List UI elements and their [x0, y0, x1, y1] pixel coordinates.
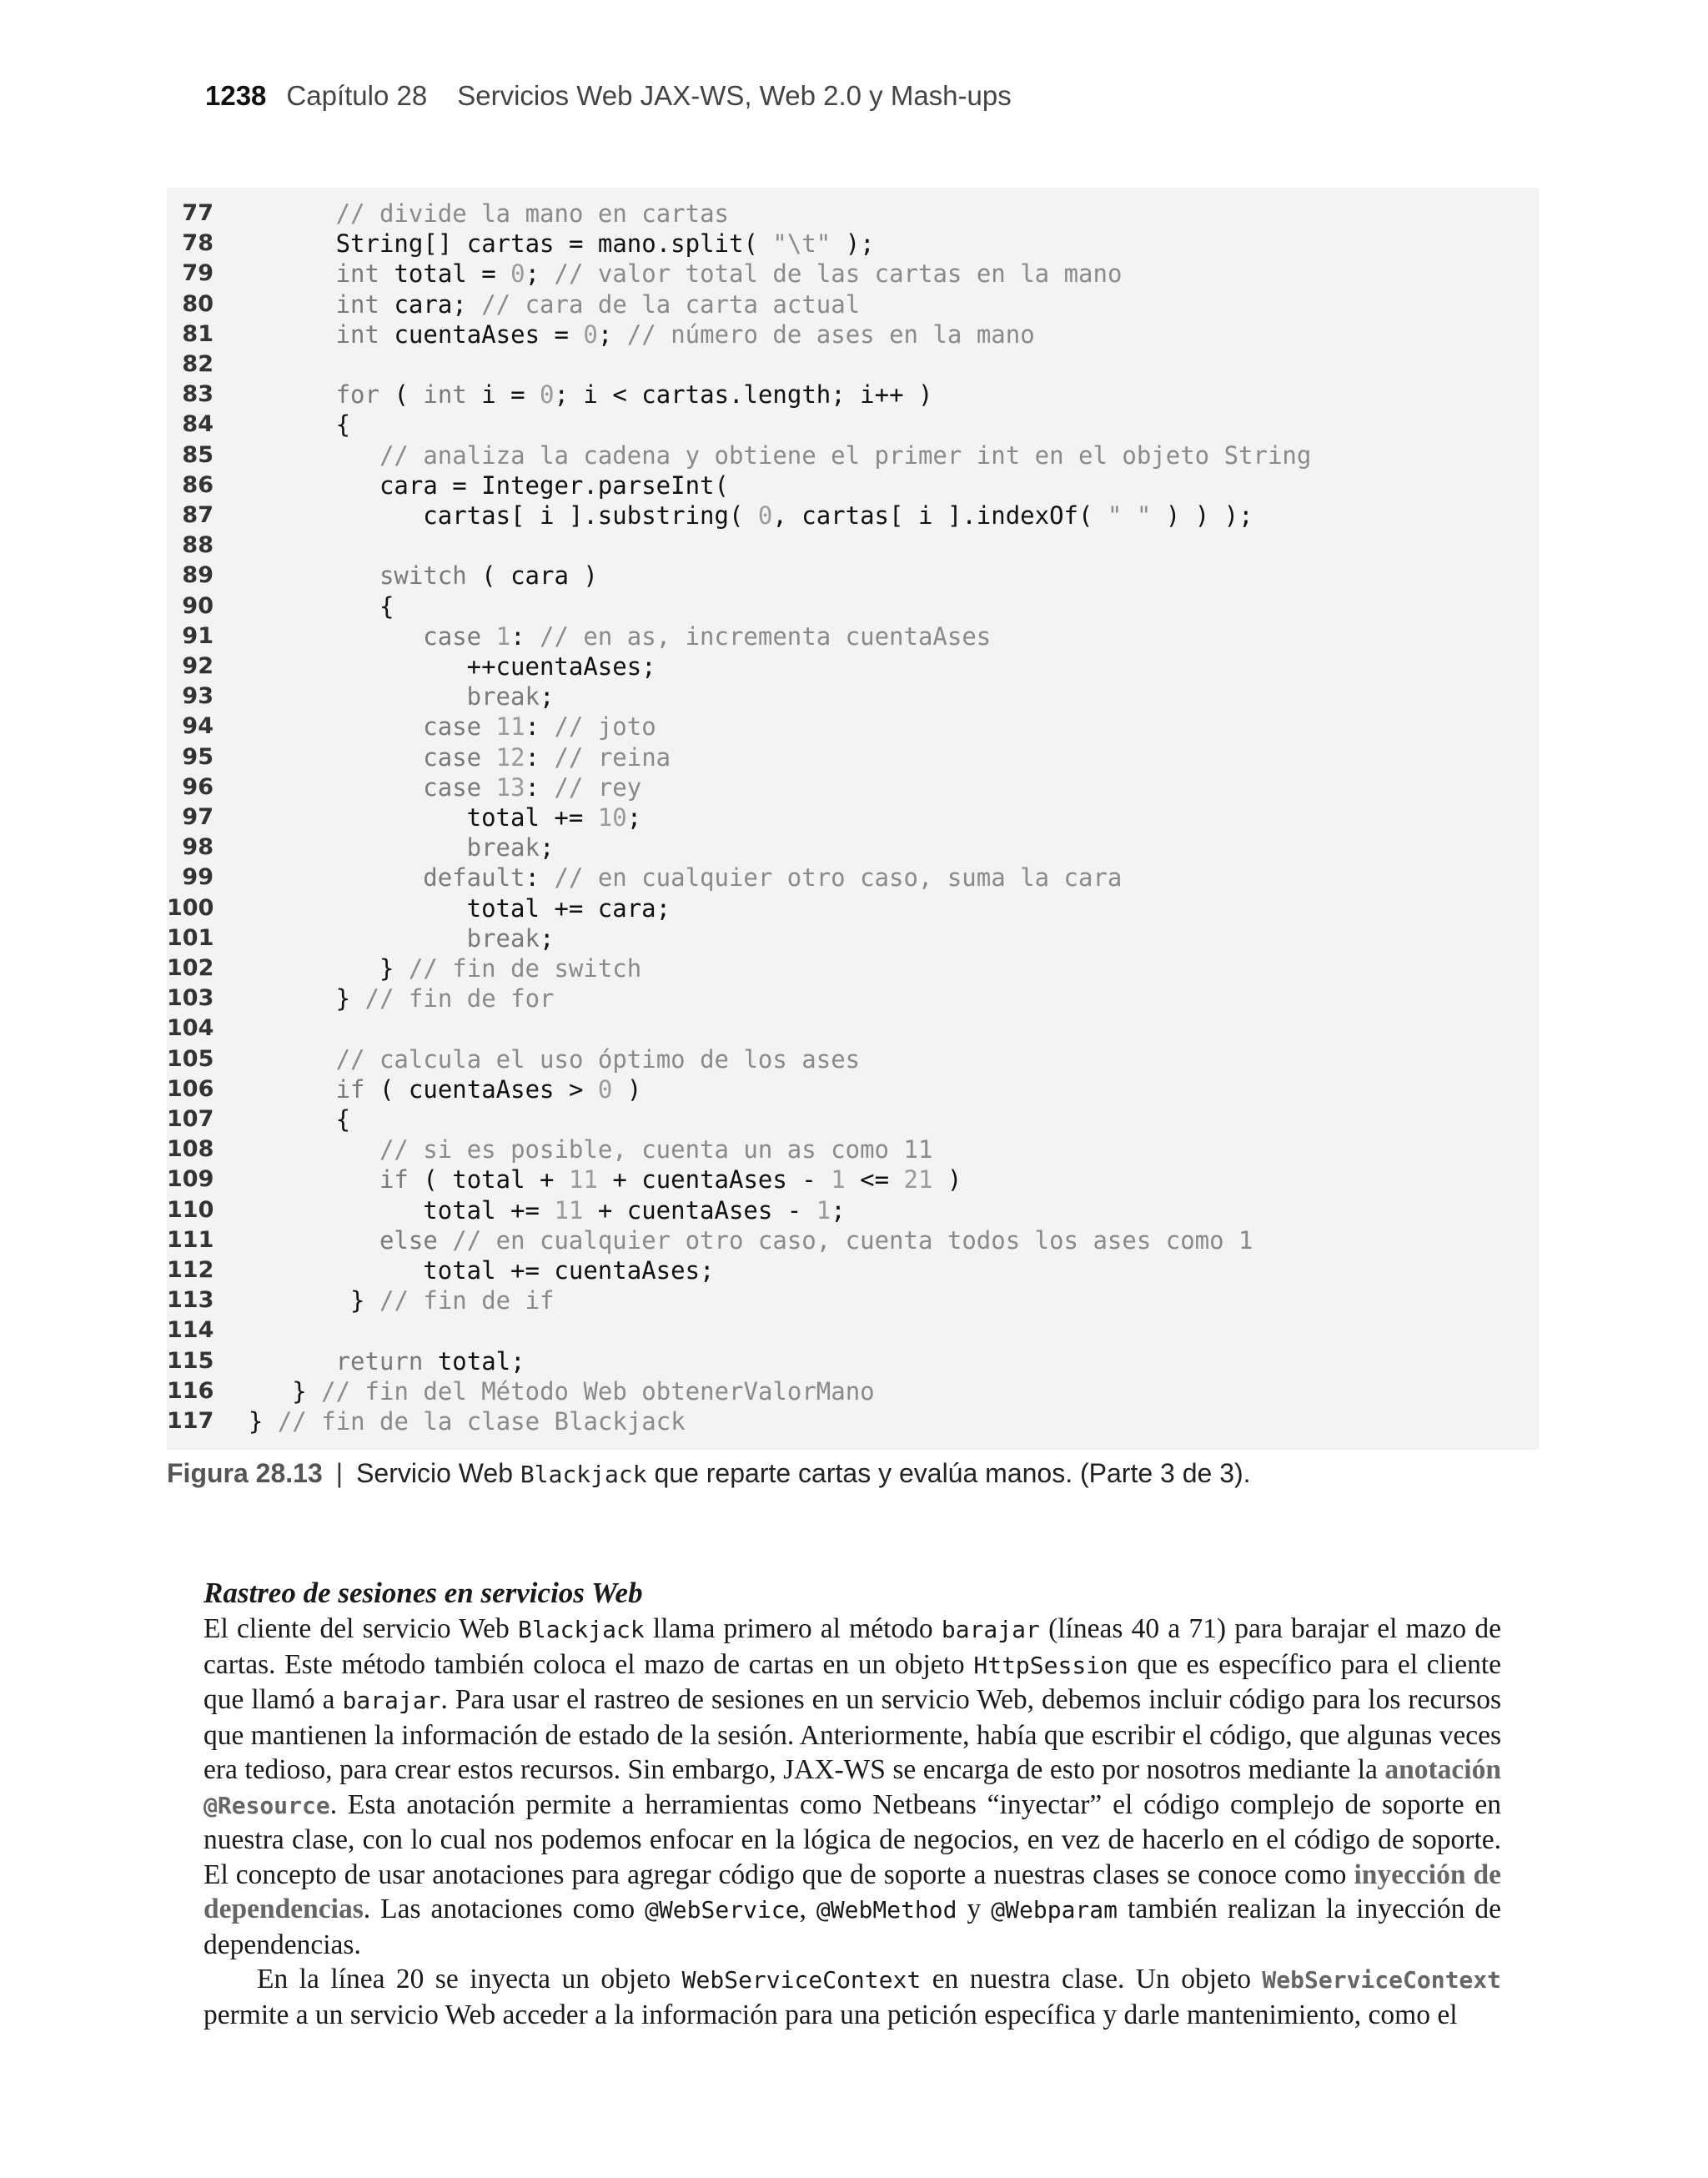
code-line: [167, 863, 1539, 893]
text: y: [957, 1894, 992, 1924]
code-text: [336, 289, 861, 319]
code-token: total +=: [466, 803, 598, 832]
code-line: [167, 621, 1539, 651]
code-token: // en cualquier otro caso, suma la cara: [554, 863, 1123, 893]
code-text: [423, 1195, 845, 1225]
code-listing: [167, 188, 1539, 1450]
code-line: [167, 682, 1539, 712]
line-number: 102: [167, 955, 214, 981]
code-token: );: [831, 229, 875, 259]
code-text: [336, 380, 933, 410]
code-token: cuentaAses =: [394, 319, 584, 349]
code-token: break: [466, 682, 540, 712]
code-line: [167, 1315, 1539, 1346]
code-line: [167, 1406, 1539, 1436]
code-text: [379, 561, 598, 591]
code-token: cartas[ i ].substring(: [423, 501, 758, 530]
code-token: case: [423, 772, 496, 802]
code-line: [167, 1014, 1539, 1044]
text: En la línea 20 se inyecta un objeto: [257, 1964, 682, 1994]
code-token: else: [379, 1225, 453, 1255]
code-line: [167, 531, 1539, 561]
code-line: [167, 1346, 1539, 1376]
line-number: 79: [182, 260, 214, 287]
key-term-code: @Resource: [203, 1791, 330, 1819]
line-number: 106: [167, 1075, 214, 1102]
code-token: }: [379, 954, 409, 983]
caption-text-end: que reparte cartas y evalúa manos. (Parte 3 de 3).: [646, 1458, 1251, 1488]
code-text: [379, 440, 1311, 470]
code-line: [167, 470, 1539, 500]
code-token: {: [379, 591, 394, 621]
code-token: cara = Integer.parseInt(: [379, 470, 729, 500]
code-token: {: [335, 410, 351, 440]
code-token: case: [423, 621, 496, 651]
text: . Esta anotación permite a herramientas como Netbeans “inyectar” el código complejo de soporte en nuestra clase, con lo cual nos podemos enfocar en la lógica de negocios, en vez de hacerlo en el código de soporte. El concepto de usar anotaciones para agregar código que de soporte a nuestras clases se conoce como: [203, 1788, 1501, 1890]
code-line: [167, 1134, 1539, 1164]
code-token: 0: [510, 259, 525, 289]
line-number: 104: [167, 1015, 214, 1042]
code-token: }: [292, 1376, 322, 1406]
code-text: [379, 1134, 932, 1164]
code-token: 1: [831, 1165, 846, 1195]
paragraph-2: [203, 1962, 1501, 2032]
page-number: 1238: [205, 80, 267, 111]
code-token: ;: [831, 1195, 846, 1225]
code-token: // fin del Método Web obtenerValorMano: [321, 1376, 875, 1406]
code-line: [167, 199, 1539, 229]
code-token: i =: [481, 380, 540, 410]
code-text: [467, 682, 555, 712]
code-line: [167, 1225, 1539, 1255]
line-number: 90: [182, 592, 214, 619]
code-token: ): [612, 1074, 642, 1104]
line-number: 96: [182, 773, 214, 800]
line-number: 93: [182, 683, 214, 710]
code-token: // cara de la carta actual: [481, 289, 861, 319]
text: (líneas 40 a 71) para barajar el mazo de cartas. Este método también coloca el mazo de cartas en un objeto: [203, 1613, 1501, 1680]
code-token: // reina: [554, 742, 671, 772]
code-token: int: [335, 319, 394, 349]
code-token: case: [423, 742, 496, 772]
code-line: [167, 772, 1539, 802]
line-number: 99: [182, 864, 214, 891]
code-token: ;: [539, 682, 555, 712]
code-term: @WebService: [645, 1896, 800, 1924]
line-number: 94: [182, 713, 214, 740]
code-token: // fin de if: [379, 1286, 555, 1315]
caption-separator: |: [335, 1458, 344, 1488]
code-term: HttpSession: [973, 1651, 1128, 1679]
code-line: [167, 953, 1539, 983]
code-token: ( cuentaAses >: [379, 1074, 598, 1104]
code-text: [467, 893, 671, 923]
code-line: [167, 1164, 1539, 1195]
line-number: 89: [182, 562, 214, 589]
code-text: [423, 1255, 714, 1285]
code-token: ;: [525, 259, 555, 289]
line-number: 114: [167, 1317, 214, 1344]
code-token: <=: [845, 1165, 904, 1195]
code-term: @WebMethod: [816, 1896, 957, 1924]
code-line: [167, 380, 1539, 410]
code-token: break: [466, 833, 540, 863]
code-token: ;: [626, 803, 642, 832]
code-text: [379, 1164, 962, 1195]
line-number: 81: [182, 320, 214, 347]
line-number: 111: [167, 1226, 214, 1253]
code-line: [167, 591, 1539, 621]
key-term: anotación: [1384, 1754, 1501, 1785]
code-token: String[] cartas = mano.split(: [335, 229, 773, 259]
code-term: @Webparam: [991, 1896, 1118, 1924]
line-number: 84: [182, 411, 214, 438]
code-token: default: [423, 863, 525, 893]
line-number: 85: [182, 441, 214, 468]
code-token: + cuentaAses -: [583, 1195, 816, 1225]
code-token: ) ) );: [1151, 501, 1253, 530]
line-number: 82: [182, 351, 214, 377]
code-token: // analiza la cadena y obtiene el primer int en el objeto String: [379, 440, 1312, 470]
code-token: switch: [379, 561, 482, 591]
code-token: :: [525, 863, 555, 893]
code-text: [423, 863, 1122, 893]
code-token: }: [335, 1286, 379, 1315]
code-term: WebServiceContext: [681, 1966, 922, 1994]
text: . Las anotaciones como: [363, 1894, 646, 1924]
code-text: [423, 500, 1253, 531]
line-number: 87: [182, 502, 214, 528]
line-number: 101: [167, 924, 214, 951]
caption-text: Servicio Web: [356, 1458, 520, 1488]
code-text: [336, 229, 875, 259]
code-token: // calcula el uso óptimo de los ases: [335, 1044, 861, 1074]
code-line: [167, 350, 1539, 380]
code-token: // joto: [554, 712, 656, 742]
code-token: 11: [568, 1165, 598, 1195]
code-line: [167, 712, 1539, 742]
code-text: [249, 1406, 686, 1436]
line-number: 91: [182, 622, 214, 649]
code-token: , cartas[ i ].indexOf(: [772, 501, 1108, 530]
code-token: if: [335, 1074, 379, 1104]
code-text: [292, 1376, 874, 1406]
code-token: total;: [437, 1346, 525, 1376]
code-token: 10: [597, 803, 627, 832]
line-number: 116: [167, 1377, 214, 1404]
code-token: (: [394, 380, 424, 410]
code-line: [167, 319, 1539, 350]
code-token: 11: [554, 1195, 584, 1225]
code-token: total +=: [423, 1195, 555, 1225]
line-number: 95: [182, 743, 214, 770]
code-text: [423, 621, 991, 651]
code-term: Blackjack: [518, 1616, 645, 1643]
code-token: }: [335, 984, 365, 1014]
code-token: + cuentaAses -: [597, 1165, 831, 1195]
paragraph-1: [203, 1612, 1501, 1962]
text: en nuestra clase. Un objeto: [921, 1964, 1263, 1994]
page-header: [205, 80, 1012, 120]
code-text: [467, 802, 642, 832]
key-term-code: WebServiceContext: [1262, 1966, 1501, 1994]
code-token: for: [335, 380, 394, 410]
line-number: 108: [167, 1136, 214, 1163]
line-number: 107: [167, 1106, 214, 1132]
chapter-title: Servicios Web JAX-WS, Web 2.0 y Mash-ups: [457, 80, 1012, 111]
code-text: [379, 953, 641, 983]
code-text: [336, 983, 555, 1014]
code-text: [336, 199, 729, 229]
code-token: // rey: [554, 772, 642, 802]
code-token: // en cualquier otro caso, cuenta todos los ases como 1: [452, 1225, 1253, 1255]
code-token: break: [466, 923, 540, 953]
code-token: case: [423, 712, 496, 742]
code-token: // divide la mano en cartas: [335, 199, 729, 228]
code-token: 0: [597, 1074, 613, 1104]
code-text: [467, 651, 656, 682]
code-token: 1: [816, 1195, 831, 1225]
code-token: if: [379, 1165, 424, 1195]
code-line: [167, 893, 1539, 923]
code-line: [167, 440, 1539, 470]
code-text: [423, 742, 671, 772]
code-line: [167, 1195, 1539, 1225]
code-term: barajar: [941, 1616, 1040, 1643]
code-token: {: [335, 1105, 351, 1134]
code-line: [167, 1104, 1539, 1134]
line-number: 97: [182, 804, 214, 830]
text: permite a un servicio Web acceder a la información para una petición específica y darle mantenimiento, como el: [203, 1999, 1458, 2030]
code-text: [336, 1104, 350, 1134]
code-line: [167, 651, 1539, 682]
code-text: [423, 712, 656, 742]
line-number: 115: [167, 1347, 214, 1374]
code-text: [336, 1074, 642, 1104]
code-token: ): [932, 1165, 962, 1195]
code-token: // fin de for: [364, 984, 555, 1014]
code-token: 11: [495, 712, 525, 742]
code-token: ( cara ): [481, 561, 598, 591]
caption-class-name: Blackjack: [520, 1461, 647, 1488]
code-token: // si es posible, cuenta un as como 11: [379, 1135, 933, 1164]
code-line: [167, 259, 1539, 289]
code-text: [336, 259, 1123, 289]
code-token: 21: [903, 1165, 933, 1195]
line-number: 117: [167, 1408, 214, 1434]
code-line: [167, 802, 1539, 832]
code-text: [379, 470, 729, 500]
code-token: ( total +: [423, 1165, 569, 1195]
code-line: [167, 229, 1539, 259]
code-text: [467, 832, 555, 863]
code-token: :: [525, 742, 555, 772]
code-token: cara;: [394, 289, 482, 319]
code-line: [167, 832, 1539, 863]
code-token: }: [248, 1407, 278, 1436]
code-token: 0: [757, 501, 773, 530]
line-number: 100: [167, 894, 214, 921]
code-text: [336, 1285, 555, 1315]
code-line: [167, 1285, 1539, 1315]
text: que es específico para el cliente que llamó a: [203, 1648, 1502, 1715]
code-token: :: [525, 772, 555, 802]
text: . Para usar el rastreo de sesiones en un servicio Web, debemos incluir código para los recursos que mantienen la información de estado de la sesión. Anteriormente, había que escribir el código, que algunas veces era tedioso, para crear estos recursos. Sin embargo, JAX-WS se encarga de esto por nosotros mediante la: [203, 1684, 1501, 1785]
code-token: int: [335, 259, 394, 289]
code-text: [336, 319, 1035, 350]
line-number: 105: [167, 1045, 214, 1072]
code-token: int: [335, 289, 394, 319]
code-token: :: [510, 621, 540, 651]
text: El cliente del servicio Web: [203, 1613, 518, 1644]
line-number: 109: [167, 1166, 214, 1193]
line-number: 83: [182, 381, 214, 408]
code-token: 13: [495, 772, 525, 802]
code-text: [423, 772, 641, 802]
line-number: 80: [182, 290, 214, 317]
text: llama primero al método: [644, 1613, 942, 1644]
code-text: [336, 410, 350, 440]
line-number: 103: [167, 985, 214, 1012]
line-number: 88: [182, 532, 214, 559]
code-token: // valor total de las cartas en la mano: [554, 259, 1123, 289]
code-line: [167, 1074, 1539, 1104]
code-token: "\t": [772, 229, 831, 259]
line-number: 86: [182, 471, 214, 498]
line-number: 112: [167, 1257, 214, 1283]
figure-number: Figura 28.13: [167, 1458, 323, 1488]
code-token: ++cuentaAses;: [466, 652, 656, 681]
code-token: 0: [540, 380, 555, 410]
body-section: [203, 1575, 1501, 2032]
code-token: ; i < cartas.length; i++ ): [554, 380, 933, 410]
code-text: [379, 1225, 1253, 1255]
code-token: total =: [394, 259, 511, 289]
key-term: inyección de dependencias: [203, 1859, 1501, 1924]
code-text: [467, 923, 555, 953]
line-number: 110: [167, 1196, 214, 1223]
code-line: [167, 742, 1539, 772]
line-number: 77: [182, 200, 214, 226]
line-number: 98: [182, 834, 214, 861]
code-text: [336, 1346, 525, 1376]
code-line: [167, 1255, 1539, 1285]
code-line: [167, 561, 1539, 591]
code-token: int: [423, 380, 482, 410]
code-token: total += cara;: [466, 893, 671, 923]
code-token: 12: [495, 742, 525, 772]
line-number: 92: [182, 653, 214, 679]
line-number: 78: [182, 230, 214, 257]
code-token: 1: [495, 621, 511, 651]
section-heading: Rastreo de sesiones en servicios Web: [203, 1577, 643, 1609]
code-token: :: [525, 712, 555, 742]
code-text: [379, 591, 394, 621]
code-token: ;: [539, 923, 555, 953]
code-token: // número de ases en la mano: [626, 319, 1035, 349]
code-line: [167, 289, 1539, 319]
code-token: ;: [597, 319, 627, 349]
code-token: // fin de switch: [408, 954, 642, 983]
code-token: 0: [583, 319, 598, 349]
figure-caption: [167, 1458, 1251, 1495]
code-text: [336, 1044, 861, 1074]
chapter-label: Capítulo 28: [286, 80, 428, 111]
code-token: return: [335, 1346, 438, 1376]
code-token: // fin de la clase Blackjack: [277, 1407, 686, 1436]
code-token: // en as, incrementa cuentaAses: [540, 621, 992, 651]
code-token: " ": [1107, 501, 1152, 530]
text: ,: [799, 1894, 816, 1924]
code-line: [167, 923, 1539, 953]
code-line: [167, 983, 1539, 1014]
code-line: [167, 1044, 1539, 1074]
code-line: [167, 410, 1539, 440]
line-number: 113: [167, 1287, 214, 1314]
text: también realizan la inyección de dependencias.: [203, 1894, 1501, 1960]
code-line: [167, 500, 1539, 531]
code-line: [167, 1376, 1539, 1406]
code-token: ;: [539, 833, 555, 863]
code-token: total += cuentaAses;: [423, 1256, 715, 1285]
code-term: barajar: [342, 1687, 441, 1714]
